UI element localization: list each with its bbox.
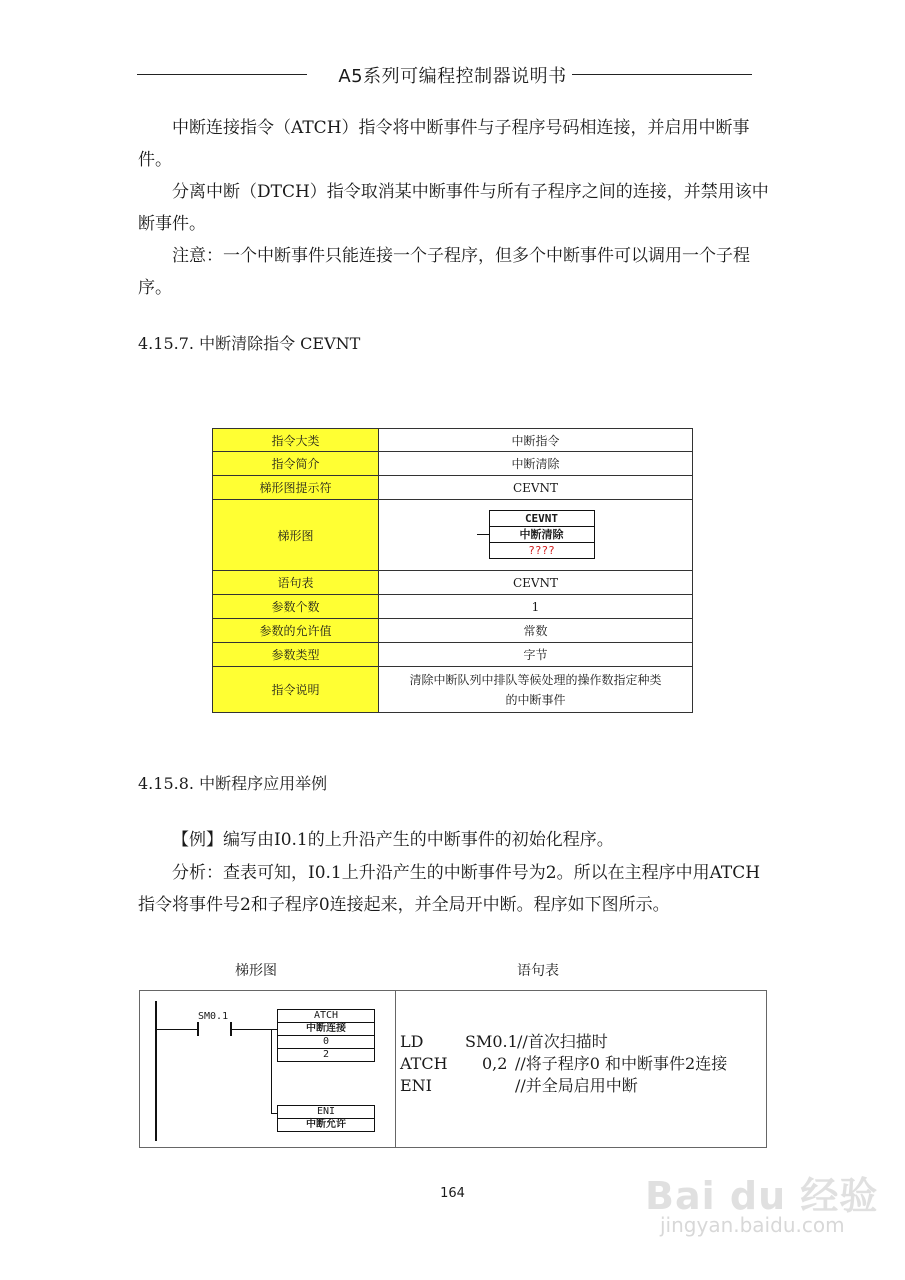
row-value-line: 清除中断队列中排队等候处理的操作数指定种类 [409, 672, 662, 687]
row-value: 常数 [379, 619, 693, 643]
row-label: 梯形图提示符 [213, 476, 379, 500]
rung-wire [157, 1029, 197, 1030]
row-label: 参数类型 [213, 643, 379, 667]
row-label: 指令简介 [213, 452, 379, 476]
eni-box-mnemonic: ENI [277, 1105, 375, 1119]
row-label: 梯形图 [213, 500, 379, 571]
table-row [213, 595, 693, 619]
eni-box [277, 1105, 375, 1132]
row-label: 指令说明 [213, 667, 379, 713]
ladder-column-heading: 梯形图 [235, 963, 277, 979]
ladder-diagram-cell [379, 500, 693, 571]
row-label: 参数的允许值 [213, 619, 379, 643]
table-row [213, 643, 693, 667]
header-title: A5系列可编程控制器说明书 [338, 66, 567, 87]
row-label: 语句表 [213, 571, 379, 595]
stl-op: LD [400, 1032, 424, 1051]
program-figure-frame [139, 990, 767, 1148]
row-value [379, 667, 693, 713]
stl-comment: //并全局启用中断 [515, 1076, 638, 1095]
row-label: 指令大类 [213, 429, 379, 452]
figure-column-divider [395, 991, 396, 1147]
table-row [213, 619, 693, 643]
stl-arg: 0,2 [482, 1054, 508, 1073]
row-value-line: 的中断事件 [505, 692, 566, 707]
cevnt-spec-table [212, 428, 693, 713]
ladder-box-description: 中断清除 [489, 526, 595, 543]
branch-wire [271, 1029, 272, 1114]
section-heading-example: 4.15.8. 中断程序应用举例 [138, 774, 328, 793]
ladder-diagram [140, 991, 395, 1147]
stl-op: ATCH [400, 1054, 448, 1073]
example-paragraph: 【例】编写由I0.1的上升沿产生的中断事件的初始化程序。 [172, 830, 614, 850]
atch-box-description: 中断连接 [277, 1023, 375, 1036]
ladder-input-wire [477, 534, 489, 535]
baidu-watermark-url: jingyan.baidu.com [660, 1213, 845, 1237]
table-row [213, 452, 693, 476]
page-number: 164 [440, 1186, 465, 1201]
intro-paragraph-dtch: 分离中断（DTCH）指令取消某中断事件与所有子程序之间的连接，并禁用该中断事件。 [138, 182, 769, 234]
intro-paragraph-note: 注意：一个中断事件只能连接一个子程序，但多个中断事件可以调用一个子程序。 [138, 246, 750, 298]
table-row [213, 476, 693, 500]
row-value: CEVNT [379, 571, 693, 595]
row-value: 字节 [379, 643, 693, 667]
ladder-box-operand: ???? [489, 542, 595, 559]
cevnt-ladder-box [489, 510, 595, 560]
stl-comment: //首次扫描时 [517, 1032, 608, 1051]
table-row [213, 571, 693, 595]
baidu-watermark-logo: Bai du 经验 [645, 1174, 879, 1218]
atch-box-mnemonic: ATCH [277, 1009, 375, 1023]
stl-arg: SM0.1 [465, 1032, 518, 1051]
table-row [213, 429, 693, 452]
row-value: 1 [379, 595, 693, 619]
stl-comment: //将子程序0 和中断事件2连接 [515, 1054, 728, 1073]
ladder-box-mnemonic: CEVNT [489, 510, 595, 527]
contact-label: SM0.1 [198, 1011, 229, 1022]
stl-column-heading: 语句表 [517, 963, 559, 979]
analysis-paragraph: 分析：查表可知，I0.1上升沿产生的中断事件号为2。所以在主程序中用ATCH指令将事件号2和子程序0连接起来，并全局开中断。程序如下图所示。 [138, 863, 761, 915]
atch-box-param-event: 2 [277, 1049, 375, 1062]
row-value: CEVNT [379, 476, 693, 500]
atch-box-param-int: 0 [277, 1036, 375, 1049]
atch-box [277, 1009, 375, 1062]
contact-left-bar [197, 1022, 199, 1036]
section-heading-cevnt: 4.15.7. 中断清除指令 CEVNT [138, 334, 361, 353]
table-row [213, 667, 693, 713]
stl-op: ENI [400, 1076, 432, 1095]
row-value: 中断指令 [379, 429, 693, 452]
table-row [213, 500, 693, 571]
row-value: 中断清除 [379, 452, 693, 476]
row-label: 参数个数 [213, 595, 379, 619]
left-power-rail [155, 1001, 157, 1141]
intro-paragraph-atch: 中断连接指令（ATCH）指令将中断事件与子程序号码相连接，并启用中断事件。 [138, 118, 750, 170]
eni-box-description: 中断允许 [277, 1119, 375, 1132]
